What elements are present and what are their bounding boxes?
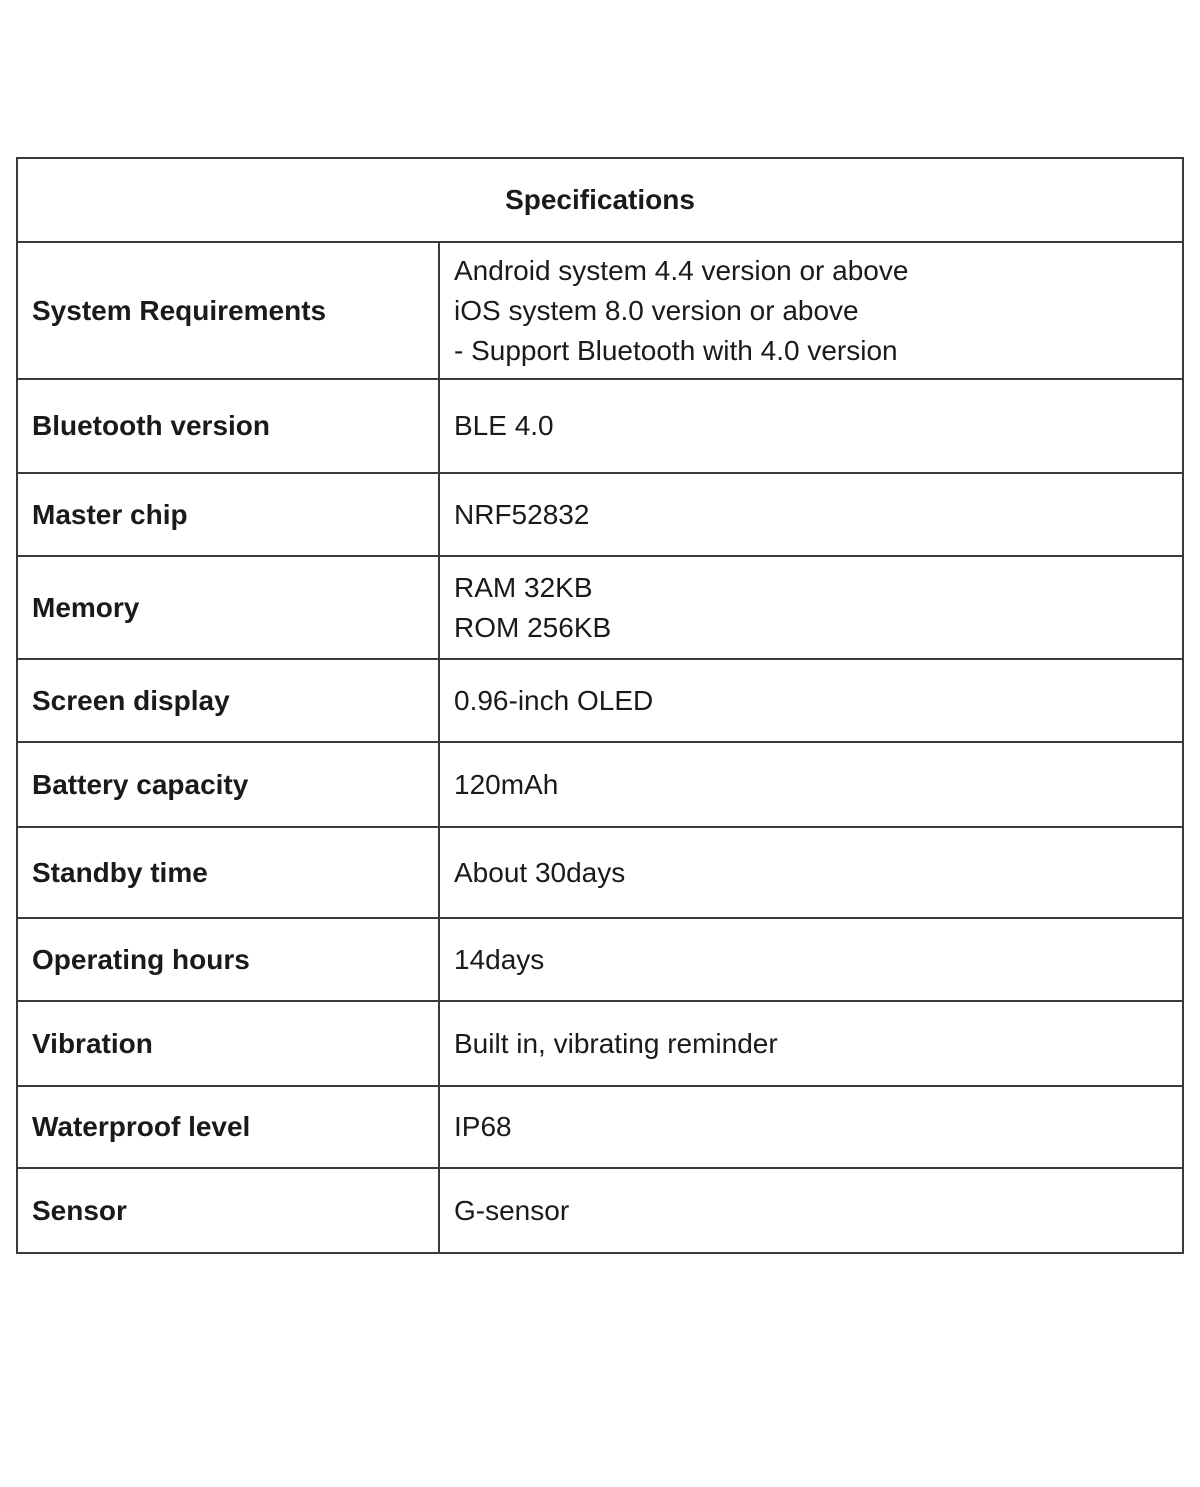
spec-label: Memory bbox=[17, 556, 439, 659]
spec-value bbox=[439, 1086, 1183, 1168]
spec-value bbox=[439, 473, 1183, 556]
spec-label: Screen display bbox=[17, 659, 439, 742]
spec-value bbox=[439, 742, 1183, 827]
spec-value-line: - Support Bluetooth with 4.0 version bbox=[454, 334, 898, 366]
spec-label: Battery capacity bbox=[17, 742, 439, 827]
table-header-row bbox=[17, 158, 1183, 242]
spec-label: System Requirements bbox=[17, 242, 439, 379]
table-row bbox=[17, 1001, 1183, 1086]
spec-value-line: ROM 256KB bbox=[454, 611, 612, 643]
table-row bbox=[17, 1086, 1183, 1168]
table-row bbox=[17, 1168, 1183, 1253]
spec-value bbox=[439, 827, 1183, 918]
spec-value-line: G-sensor bbox=[454, 1194, 570, 1226]
spec-value bbox=[439, 1001, 1183, 1086]
table-body bbox=[17, 242, 1183, 1253]
spec-value bbox=[439, 242, 1183, 379]
table-row bbox=[17, 473, 1183, 556]
spec-label: Master chip bbox=[17, 473, 439, 556]
spec-value-line: NRF52832 bbox=[454, 498, 590, 530]
table-title: Specifications bbox=[17, 158, 1183, 242]
table-row bbox=[17, 827, 1183, 918]
spec-label: Standby time bbox=[17, 827, 439, 918]
table-row bbox=[17, 918, 1183, 1001]
spec-label: Sensor bbox=[17, 1168, 439, 1253]
spec-value-line: Built in, vibrating reminder bbox=[454, 1027, 778, 1059]
spec-value bbox=[439, 918, 1183, 1001]
table-row bbox=[17, 379, 1183, 473]
spec-label: Bluetooth version bbox=[17, 379, 439, 473]
spec-value bbox=[439, 556, 1183, 659]
table-row bbox=[17, 242, 1183, 379]
spec-value-line: 14days bbox=[454, 943, 545, 975]
spec-label: Operating hours bbox=[17, 918, 439, 1001]
table-row bbox=[17, 556, 1183, 659]
spec-value-line: IP68 bbox=[454, 1111, 512, 1142]
spec-value-line: BLE 4.0 bbox=[454, 410, 554, 441]
spec-value bbox=[439, 1168, 1183, 1253]
table-row bbox=[17, 659, 1183, 742]
spec-value-line: About 30days bbox=[454, 856, 626, 888]
specifications-table bbox=[16, 157, 1184, 1254]
table-row bbox=[17, 742, 1183, 827]
spec-value-line: iOS system 8.0 version or above bbox=[454, 294, 859, 326]
spec-label: Waterproof level bbox=[17, 1086, 439, 1168]
spec-value-line: 120mAh bbox=[454, 768, 559, 800]
spec-value-line: 0.96-inch OLED bbox=[454, 684, 654, 716]
spec-value bbox=[439, 379, 1183, 473]
spec-value-line: RAM 32KB bbox=[454, 571, 593, 603]
spec-value-line: Android system 4.4 version or above bbox=[454, 254, 909, 286]
spec-label: Vibration bbox=[17, 1001, 439, 1086]
spec-value bbox=[439, 659, 1183, 742]
